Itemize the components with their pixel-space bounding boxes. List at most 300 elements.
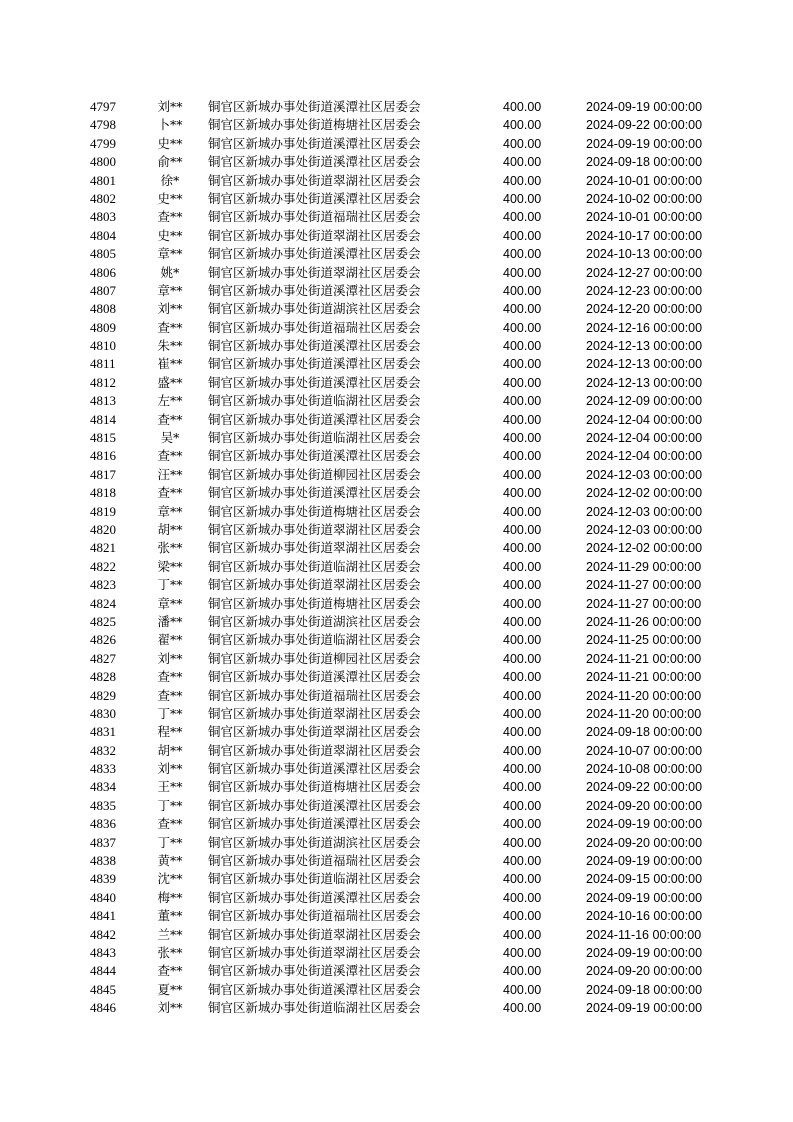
table-row — [0, 742, 793, 760]
row-organization-cell: 铜官区新城办事处街道溪潭社区居委会 — [208, 99, 421, 114]
table-row — [0, 392, 793, 410]
row-amount-cell: 400.00 — [503, 1001, 542, 1016]
row-organization-cell: 铜官区新城办事处街道溪潭社区居委会 — [208, 448, 421, 464]
row-date-cell: 2024-09-19 00:00:00 — [586, 945, 703, 960]
row-id-cell: 4835 — [90, 797, 116, 813]
row-date-cell: 2024-10-16 00:00:00 — [586, 909, 703, 924]
row-amount-cell: 400.00 — [503, 780, 542, 795]
row-id-cell: 4810 — [90, 338, 116, 354]
row-date-cell: 2024-09-19 00:00:00 — [586, 1001, 703, 1016]
row-organization-cell: 铜官区新城办事处街道福瑞社区居委会 — [208, 908, 421, 924]
row-amount-cell: 400.00 — [503, 136, 542, 151]
row-name-cell: 盛** — [157, 374, 183, 390]
table-row — [0, 135, 793, 153]
table-row — [0, 687, 793, 705]
row-organization-cell: 铜官区新城办事处街道溪潭社区居委会 — [208, 411, 421, 427]
row-name-cell: 查** — [157, 319, 183, 335]
row-amount-cell: 400.00 — [503, 651, 542, 666]
row-date-cell: 2024-09-18 00:00:00 — [586, 725, 703, 740]
row-date-cell: 2024-12-16 00:00:00 — [586, 320, 703, 335]
row-date-cell: 2024-12-03 00:00:00 — [586, 522, 703, 537]
table-row — [0, 429, 793, 447]
row-id-cell: 4829 — [90, 687, 116, 703]
row-organization-cell: 铜官区新城办事处街道湖滨社区居委会 — [208, 301, 421, 317]
row-organization-cell: 铜官区新城办事处街道溪潭社区居委会 — [208, 485, 421, 501]
row-name-cell: 刘** — [157, 99, 183, 114]
table-row — [0, 981, 793, 999]
row-id-cell: 4831 — [90, 724, 116, 740]
row-organization-cell: 铜官区新城办事处街道湖滨社区居委会 — [208, 613, 421, 629]
row-id-cell: 4805 — [90, 246, 116, 262]
row-name-cell: 查** — [157, 687, 183, 703]
row-name-cell: 章** — [157, 595, 183, 611]
row-organization-cell: 铜官区新城办事处街道翠湖社区居委会 — [208, 724, 421, 740]
row-date-cell: 2024-09-19 00:00:00 — [586, 136, 703, 151]
row-name-cell: 张** — [157, 540, 183, 556]
row-name-cell: 沈** — [157, 871, 183, 887]
row-name-cell: 卜** — [157, 117, 183, 133]
row-date-cell: 2024-09-19 00:00:00 — [586, 890, 703, 905]
row-organization-cell: 铜官区新城办事处街道溪潭社区居委会 — [208, 797, 421, 813]
row-id-cell: 4818 — [90, 485, 116, 501]
table-row — [0, 172, 793, 190]
row-amount-cell: 400.00 — [503, 798, 542, 813]
row-id-cell: 4846 — [90, 1000, 116, 1016]
row-amount-cell: 400.00 — [503, 118, 542, 133]
row-id-cell: 4834 — [90, 779, 116, 795]
row-id-cell: 4802 — [90, 190, 116, 206]
row-amount-cell: 400.00 — [503, 559, 542, 574]
table-row — [0, 208, 793, 226]
row-organization-cell: 铜官区新城办事处街道溪潭社区居委会 — [208, 669, 421, 685]
row-organization-cell: 铜官区新城办事处街道临湖社区居委会 — [208, 558, 421, 574]
row-name-cell: 史** — [157, 227, 183, 243]
row-organization-cell: 铜官区新城办事处街道梅塘社区居委会 — [208, 779, 421, 795]
table-row — [0, 116, 793, 134]
row-name-cell: 董** — [157, 908, 183, 924]
row-id-cell: 4821 — [90, 540, 116, 556]
row-id-cell: 4830 — [90, 705, 116, 721]
row-organization-cell: 铜官区新城办事处街道溪潭社区居委会 — [208, 190, 421, 206]
row-id-cell: 4811 — [90, 356, 116, 372]
row-id-cell: 4822 — [90, 558, 116, 574]
row-amount-cell: 400.00 — [503, 817, 542, 832]
row-date-cell: 2024-12-02 00:00:00 — [586, 486, 703, 501]
table-row — [0, 631, 793, 649]
table-row — [0, 962, 793, 980]
row-id-cell: 4798 — [90, 117, 116, 133]
row-date-cell: 2024-10-02 00:00:00 — [586, 191, 703, 206]
row-date-cell: 2024-11-27 00:00:00 — [586, 596, 702, 611]
row-organization-cell: 铜官区新城办事处街道梅塘社区居委会 — [208, 595, 421, 611]
row-date-cell: 2024-10-01 00:00:00 — [586, 173, 703, 188]
row-name-cell: 俞** — [157, 154, 183, 170]
row-organization-cell: 铜官区新城办事处街道福瑞社区居委会 — [208, 319, 421, 335]
table-row — [0, 889, 793, 907]
row-name-cell: 梁** — [157, 558, 183, 574]
table-row — [0, 539, 793, 557]
row-name-cell: 丁** — [157, 577, 183, 593]
row-amount-cell: 400.00 — [503, 210, 542, 225]
row-id-cell: 4840 — [90, 889, 116, 905]
row-amount-cell: 400.00 — [503, 614, 542, 629]
row-id-cell: 4842 — [90, 926, 116, 942]
row-date-cell: 2024-12-04 00:00:00 — [586, 431, 703, 446]
row-name-cell: 查** — [157, 485, 183, 501]
row-name-cell: 章** — [157, 246, 183, 262]
table-row — [0, 558, 793, 576]
row-date-cell: 2024-09-20 00:00:00 — [586, 964, 703, 979]
row-name-cell: 姚* — [160, 264, 180, 280]
row-amount-cell: 400.00 — [503, 247, 542, 262]
row-organization-cell: 铜官区新城办事处街道翠湖社区居委会 — [208, 577, 421, 593]
row-date-cell: 2024-10-13 00:00:00 — [586, 247, 703, 262]
table-row — [0, 595, 793, 613]
row-amount-cell: 400.00 — [503, 670, 542, 685]
row-date-cell: 2024-09-20 00:00:00 — [586, 798, 703, 813]
row-date-cell: 2024-12-20 00:00:00 — [586, 302, 703, 317]
row-date-cell: 2024-09-22 00:00:00 — [586, 780, 703, 795]
row-amount-cell: 400.00 — [503, 633, 542, 648]
row-amount-cell: 400.00 — [503, 191, 542, 206]
row-name-cell: 查** — [157, 669, 183, 685]
row-amount-cell: 400.00 — [503, 339, 542, 354]
row-organization-cell: 铜官区新城办事处街道临湖社区居委会 — [208, 871, 421, 887]
row-organization-cell: 铜官区新城办事处街道溪潭社区居委会 — [208, 246, 421, 262]
row-amount-cell: 400.00 — [503, 890, 542, 905]
row-name-cell: 吴* — [160, 430, 180, 446]
row-name-cell: 刘** — [157, 301, 183, 317]
row-date-cell: 2024-11-21 00:00:00 — [586, 651, 702, 666]
row-name-cell: 章** — [157, 282, 183, 298]
table-row — [0, 778, 793, 796]
row-id-cell: 4814 — [90, 411, 116, 427]
table-row — [0, 926, 793, 944]
row-date-cell: 2024-12-09 00:00:00 — [586, 394, 703, 409]
table-row — [0, 153, 793, 171]
row-organization-cell: 铜官区新城办事处街道溪潭社区居委会 — [208, 963, 421, 979]
table-row — [0, 447, 793, 465]
row-date-cell: 2024-10-17 00:00:00 — [586, 228, 703, 243]
row-id-cell: 4839 — [90, 871, 116, 887]
row-date-cell: 2024-11-26 00:00:00 — [586, 614, 702, 629]
row-amount-cell: 400.00 — [503, 431, 542, 446]
row-organization-cell: 铜官区新城办事处街道翠湖社区居委会 — [208, 172, 421, 188]
row-organization-cell: 铜官区新城办事处街道溪潭社区居委会 — [208, 154, 421, 170]
row-id-cell: 4837 — [90, 834, 116, 850]
row-organization-cell: 铜官区新城办事处街道福瑞社区居委会 — [208, 209, 421, 225]
row-organization-cell: 铜官区新城办事处街道梅塘社区居委会 — [208, 117, 421, 133]
row-id-cell: 4809 — [90, 319, 116, 335]
row-name-cell: 胡** — [157, 521, 183, 537]
table-row — [0, 760, 793, 778]
table-row — [0, 650, 793, 668]
row-organization-cell: 铜官区新城办事处街道柳园社区居委会 — [208, 650, 421, 666]
row-amount-cell: 400.00 — [503, 486, 542, 501]
table-row — [0, 999, 793, 1017]
table-row — [0, 227, 793, 245]
row-name-cell: 张** — [157, 944, 183, 960]
table-row — [0, 576, 793, 594]
row-name-cell: 刘** — [157, 1000, 183, 1016]
row-amount-cell: 400.00 — [503, 504, 542, 519]
table-row — [0, 245, 793, 263]
row-id-cell: 4838 — [90, 853, 116, 869]
row-date-cell: 2024-12-04 00:00:00 — [586, 449, 703, 464]
row-date-cell: 2024-12-13 00:00:00 — [586, 375, 703, 390]
row-id-cell: 4819 — [90, 503, 116, 519]
table-row — [0, 300, 793, 318]
row-organization-cell: 铜官区新城办事处街道翠湖社区居委会 — [208, 705, 421, 721]
row-organization-cell: 铜官区新城办事处街道翠湖社区居委会 — [208, 742, 421, 758]
row-id-cell: 4844 — [90, 963, 116, 979]
table-row — [0, 852, 793, 870]
row-organization-cell: 铜官区新城办事处街道临湖社区居委会 — [208, 1000, 421, 1016]
row-organization-cell: 铜官区新城办事处街道临湖社区居委会 — [208, 393, 421, 409]
table-row — [0, 503, 793, 521]
row-organization-cell: 铜官区新城办事处街道溪潭社区居委会 — [208, 889, 421, 905]
row-date-cell: 2024-09-18 00:00:00 — [586, 155, 703, 170]
row-id-cell: 4832 — [90, 742, 116, 758]
row-name-cell: 查** — [157, 816, 183, 832]
row-amount-cell: 400.00 — [503, 449, 542, 464]
row-id-cell: 4825 — [90, 613, 116, 629]
row-name-cell: 胡** — [157, 742, 183, 758]
row-name-cell: 汪** — [157, 466, 183, 482]
row-id-cell: 4799 — [90, 135, 116, 151]
table-row — [0, 98, 793, 116]
row-date-cell: 2024-12-23 00:00:00 — [586, 283, 703, 298]
row-name-cell: 查** — [157, 411, 183, 427]
row-amount-cell: 400.00 — [503, 173, 542, 188]
row-amount-cell: 400.00 — [503, 596, 542, 611]
row-organization-cell: 铜官区新城办事处街道翠湖社区居委会 — [208, 926, 421, 942]
row-amount-cell: 400.00 — [503, 982, 542, 997]
row-date-cell: 2024-09-18 00:00:00 — [586, 982, 703, 997]
row-organization-cell: 铜官区新城办事处街道溪潭社区居委会 — [208, 816, 421, 832]
row-date-cell: 2024-12-13 00:00:00 — [586, 339, 703, 354]
row-amount-cell: 400.00 — [503, 688, 542, 703]
row-date-cell: 2024-09-20 00:00:00 — [586, 835, 703, 850]
row-amount-cell: 400.00 — [503, 228, 542, 243]
row-organization-cell: 铜官区新城办事处街道梅塘社区居委会 — [208, 503, 421, 519]
row-organization-cell: 铜官区新城办事处街道翠湖社区居委会 — [208, 540, 421, 556]
row-id-cell: 4812 — [90, 374, 116, 390]
row-id-cell: 4843 — [90, 944, 116, 960]
row-name-cell: 丁** — [157, 705, 183, 721]
row-date-cell: 2024-12-13 00:00:00 — [586, 357, 703, 372]
row-name-cell: 查** — [157, 209, 183, 225]
row-amount-cell: 400.00 — [503, 302, 542, 317]
row-date-cell: 2024-11-25 00:00:00 — [586, 633, 702, 648]
row-name-cell: 黄** — [157, 853, 183, 869]
row-name-cell: 章** — [157, 503, 183, 519]
row-id-cell: 4817 — [90, 466, 116, 482]
row-id-cell: 4807 — [90, 282, 116, 298]
row-date-cell: 2024-12-02 00:00:00 — [586, 541, 703, 556]
row-id-cell: 4816 — [90, 448, 116, 464]
table-row — [0, 411, 793, 429]
table-row — [0, 870, 793, 888]
table-row — [0, 613, 793, 631]
row-date-cell: 2024-11-20 00:00:00 — [586, 688, 702, 703]
row-organization-cell: 铜官区新城办事处街道溪潭社区居委会 — [208, 356, 421, 372]
row-amount-cell: 400.00 — [503, 357, 542, 372]
row-amount-cell: 400.00 — [503, 706, 542, 721]
row-id-cell: 4803 — [90, 209, 116, 225]
row-date-cell: 2024-10-07 00:00:00 — [586, 743, 703, 758]
row-id-cell: 4813 — [90, 393, 116, 409]
row-id-cell: 4833 — [90, 761, 116, 777]
row-organization-cell: 铜官区新城办事处街道翠湖社区居委会 — [208, 521, 421, 537]
table-row — [0, 797, 793, 815]
table-row — [0, 264, 793, 282]
row-name-cell: 朱** — [157, 338, 183, 354]
table-row — [0, 705, 793, 723]
row-name-cell: 查** — [157, 963, 183, 979]
table-row — [0, 374, 793, 392]
table-row — [0, 190, 793, 208]
row-organization-cell: 铜官区新城办事处街道溪潭社区居委会 — [208, 761, 421, 777]
row-organization-cell: 铜官区新城办事处街道临湖社区居委会 — [208, 632, 421, 648]
row-date-cell: 2024-09-19 00:00:00 — [586, 817, 703, 832]
row-amount-cell: 400.00 — [503, 522, 542, 537]
row-id-cell: 4820 — [90, 521, 116, 537]
row-amount-cell: 400.00 — [503, 412, 542, 427]
row-name-cell: 丁** — [157, 834, 183, 850]
row-id-cell: 4826 — [90, 632, 116, 648]
row-id-cell: 4823 — [90, 577, 116, 593]
table-row — [0, 815, 793, 833]
row-date-cell: 2024-09-19 00:00:00 — [586, 100, 703, 114]
row-amount-cell: 400.00 — [503, 283, 542, 298]
row-name-cell: 王** — [157, 779, 183, 795]
row-id-cell: 4836 — [90, 816, 116, 832]
row-date-cell: 2024-12-03 00:00:00 — [586, 504, 703, 519]
row-date-cell: 2024-09-19 00:00:00 — [586, 854, 703, 869]
row-id-cell: 4815 — [90, 430, 116, 446]
row-id-cell: 4797 — [90, 99, 116, 114]
row-id-cell: 4824 — [90, 595, 116, 611]
row-amount-cell: 400.00 — [503, 743, 542, 758]
row-name-cell: 翟** — [157, 632, 183, 648]
table-row — [0, 907, 793, 925]
record-table — [0, 98, 793, 1018]
row-amount-cell: 400.00 — [503, 762, 542, 777]
row-id-cell: 4801 — [90, 172, 116, 188]
row-date-cell: 2024-09-15 00:00:00 — [586, 872, 703, 887]
row-amount-cell: 400.00 — [503, 927, 542, 942]
row-name-cell: 兰** — [157, 926, 183, 942]
row-amount-cell: 400.00 — [503, 835, 542, 850]
row-id-cell: 4845 — [90, 981, 116, 997]
row-amount-cell: 400.00 — [503, 872, 542, 887]
row-organization-cell: 铜官区新城办事处街道翠湖社区居委会 — [208, 227, 421, 243]
row-name-cell: 程** — [157, 724, 183, 740]
row-date-cell: 2024-11-20 00:00:00 — [586, 706, 702, 721]
row-amount-cell: 400.00 — [503, 467, 542, 482]
row-organization-cell: 铜官区新城办事处街道溪潭社区居委会 — [208, 282, 421, 298]
row-amount-cell: 400.00 — [503, 725, 542, 740]
row-amount-cell: 400.00 — [503, 854, 542, 869]
table-row — [0, 282, 793, 300]
row-id-cell: 4804 — [90, 227, 116, 243]
row-id-cell: 4841 — [90, 908, 116, 924]
row-date-cell: 2024-10-01 00:00:00 — [586, 210, 703, 225]
row-date-cell: 2024-12-03 00:00:00 — [586, 467, 703, 482]
row-name-cell: 史** — [157, 135, 183, 151]
row-organization-cell: 铜官区新城办事处街道溪潭社区居委会 — [208, 135, 421, 151]
table-row — [0, 944, 793, 962]
row-organization-cell: 铜官区新城办事处街道翠湖社区居委会 — [208, 944, 421, 960]
row-name-cell: 夏** — [157, 981, 183, 997]
row-date-cell: 2024-12-04 00:00:00 — [586, 412, 703, 427]
row-date-cell: 2024-10-08 00:00:00 — [586, 762, 703, 777]
row-name-cell: 丁** — [157, 797, 183, 813]
row-name-cell: 刘** — [157, 761, 183, 777]
table-row — [0, 484, 793, 502]
table-row — [0, 668, 793, 686]
table-row — [0, 337, 793, 355]
row-amount-cell: 400.00 — [503, 964, 542, 979]
row-date-cell: 2024-11-16 00:00:00 — [586, 927, 702, 942]
row-amount-cell: 400.00 — [503, 909, 542, 924]
row-name-cell: 史** — [157, 190, 183, 206]
row-amount-cell: 400.00 — [503, 320, 542, 335]
row-organization-cell: 铜官区新城办事处街道福瑞社区居委会 — [208, 687, 421, 703]
row-date-cell: 2024-11-27 00:00:00 — [586, 578, 702, 593]
row-amount-cell: 400.00 — [503, 100, 542, 114]
row-name-cell: 崔** — [157, 356, 183, 372]
row-amount-cell: 400.00 — [503, 578, 542, 593]
row-id-cell: 4828 — [90, 669, 116, 685]
row-id-cell: 4808 — [90, 301, 116, 317]
row-name-cell: 查** — [157, 448, 183, 464]
row-organization-cell: 铜官区新城办事处街道溪潭社区居委会 — [208, 374, 421, 390]
row-name-cell: 徐* — [160, 172, 180, 188]
table-row — [0, 834, 793, 852]
row-date-cell: 2024-09-22 00:00:00 — [586, 118, 703, 133]
row-name-cell: 左** — [157, 393, 183, 409]
row-organization-cell: 铜官区新城办事处街道溪潭社区居委会 — [208, 338, 421, 354]
row-date-cell: 2024-11-29 00:00:00 — [586, 559, 702, 574]
table-row — [0, 355, 793, 373]
row-organization-cell: 铜官区新城办事处街道临湖社区居委会 — [208, 430, 421, 446]
row-organization-cell: 铜官区新城办事处街道柳园社区居委会 — [208, 466, 421, 482]
table-row — [0, 521, 793, 539]
row-organization-cell: 铜官区新城办事处街道福瑞社区居委会 — [208, 853, 421, 869]
row-organization-cell: 铜官区新城办事处街道湖滨社区居委会 — [208, 834, 421, 850]
row-id-cell: 4800 — [90, 154, 116, 170]
table-row — [0, 466, 793, 484]
row-amount-cell: 400.00 — [503, 945, 542, 960]
row-date-cell: 2024-11-21 00:00:00 — [586, 670, 702, 685]
row-name-cell: 潘** — [157, 613, 183, 629]
row-date-cell: 2024-12-27 00:00:00 — [586, 265, 703, 280]
row-name-cell: 刘** — [157, 650, 183, 666]
row-name-cell: 梅** — [157, 889, 183, 905]
row-amount-cell: 400.00 — [503, 394, 542, 409]
table-row — [0, 723, 793, 741]
row-organization-cell: 铜官区新城办事处街道溪潭社区居委会 — [208, 981, 421, 997]
row-amount-cell: 400.00 — [503, 265, 542, 280]
row-amount-cell: 400.00 — [503, 541, 542, 556]
row-id-cell: 4806 — [90, 264, 116, 280]
row-amount-cell: 400.00 — [503, 375, 542, 390]
row-id-cell: 4827 — [90, 650, 116, 666]
table-row — [0, 319, 793, 337]
row-amount-cell: 400.00 — [503, 155, 542, 170]
